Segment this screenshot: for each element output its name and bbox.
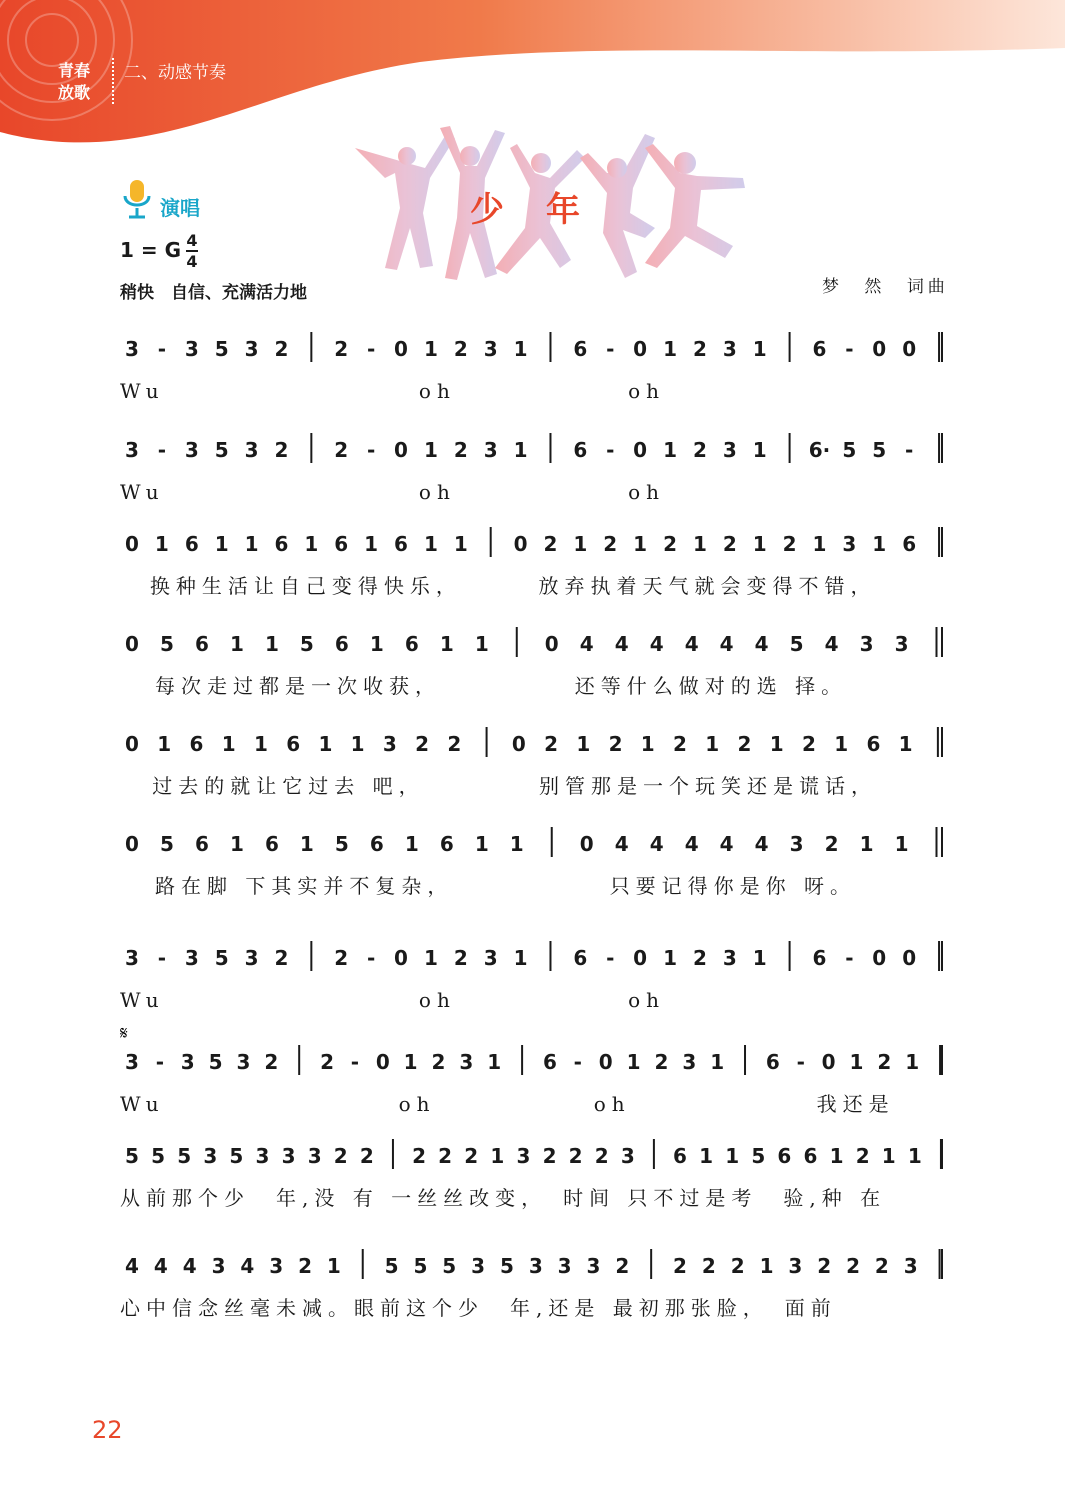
note: 0 — [394, 946, 408, 970]
note: 3 — [586, 1254, 601, 1278]
note: 1 — [244, 532, 259, 556]
note: 1 — [221, 732, 236, 756]
note: 6 — [812, 337, 827, 361]
note: 2 — [568, 1144, 583, 1168]
note: 2 — [264, 1050, 279, 1074]
note: 0 — [544, 632, 559, 656]
note: 0 — [125, 832, 139, 856]
note: 6 — [274, 532, 289, 556]
note: 6 — [334, 532, 349, 556]
note: 1 — [474, 832, 489, 856]
note: - — [366, 438, 376, 462]
note: 0 — [902, 946, 917, 970]
note: 1 — [157, 732, 172, 756]
note: 3 — [125, 337, 139, 361]
note: 5 — [751, 1144, 766, 1168]
note: 3 — [281, 1144, 296, 1168]
note: 2 — [438, 1144, 453, 1168]
note: 1 — [710, 1050, 725, 1074]
note: 1 — [663, 946, 677, 970]
note: 2 — [801, 732, 816, 756]
note: 2 — [782, 532, 797, 556]
note: 1 — [705, 732, 720, 756]
note: 3 — [184, 438, 199, 462]
note: - — [845, 946, 854, 970]
note: 3 — [255, 1144, 270, 1168]
note: 2 — [333, 1144, 348, 1168]
note: 3 — [789, 832, 804, 856]
note: 1 — [759, 1254, 774, 1278]
note: 1 — [663, 438, 677, 462]
note: 3 — [125, 946, 139, 970]
credit-0: 梦 — [822, 277, 843, 297]
note: 0 — [872, 946, 887, 970]
note: 3 — [382, 732, 397, 756]
lyric: 路在脚 下其实并不复杂， — [154, 874, 454, 898]
note: 0 — [633, 337, 648, 361]
note: - — [157, 946, 167, 970]
note: 3 — [903, 1254, 918, 1278]
note: 2 — [817, 1254, 832, 1278]
note: - — [366, 337, 376, 361]
note: 4 — [719, 832, 734, 856]
note: 5 — [499, 1254, 514, 1278]
note: 3 — [236, 1050, 251, 1074]
note: 0 — [125, 632, 139, 656]
credit-1: 然 — [864, 277, 886, 297]
note: 1 — [752, 438, 767, 462]
note: 1 — [364, 532, 379, 556]
note: 1 — [423, 532, 438, 556]
note: 2 — [730, 1254, 745, 1278]
segno-sign: 𝄋 — [120, 1023, 128, 1044]
note: - — [350, 1050, 360, 1074]
note: 3 — [203, 1144, 218, 1168]
note: 4 — [125, 1254, 139, 1278]
note: 0 — [598, 1050, 613, 1074]
note: 1 — [490, 1144, 505, 1168]
note: 3 — [557, 1254, 572, 1278]
note: 1 — [513, 337, 528, 361]
note: 1 — [439, 632, 454, 656]
note: 1 — [752, 946, 767, 970]
note: 1 — [894, 832, 909, 856]
note: 3 — [211, 1254, 226, 1278]
note: 1 — [576, 732, 591, 756]
note: 6 — [334, 632, 349, 656]
lyric: Wu — [120, 379, 165, 403]
note: 1 — [752, 532, 767, 556]
note: 6 — [803, 1144, 818, 1168]
lyric: oh — [418, 988, 456, 1012]
note: 3 — [516, 1144, 531, 1168]
note: 1 — [663, 337, 677, 361]
chapter-label: 二、动感节奏 — [124, 63, 226, 83]
note: 1 — [229, 632, 244, 656]
note: 2 — [453, 337, 468, 361]
note: 1 — [369, 632, 384, 656]
note: 3 — [842, 532, 857, 556]
note: 3 — [184, 946, 199, 970]
note: 1 — [812, 532, 827, 556]
note: 1 — [513, 946, 528, 970]
note: 5 — [229, 1144, 244, 1168]
note: 3 — [471, 1254, 486, 1278]
note: - — [606, 438, 615, 462]
series-label: 青春 放歌 — [58, 61, 91, 102]
note: 3 — [180, 1050, 195, 1074]
note: 6 — [264, 832, 279, 856]
lyric: 只要记得你是你 呀。 — [609, 874, 857, 898]
note: 2 — [274, 946, 289, 970]
note: 5 — [872, 438, 887, 462]
note: 1 — [453, 532, 468, 556]
note: 2 — [877, 1050, 892, 1074]
note: 1 — [423, 438, 438, 462]
note: 4 — [684, 632, 699, 656]
note: 2 — [692, 337, 707, 361]
note: 3 — [722, 337, 737, 361]
note: 1 — [881, 1144, 896, 1168]
note: 0 — [375, 1050, 390, 1074]
note: 4 — [614, 632, 629, 656]
note: 6 — [184, 532, 199, 556]
note: 1 — [692, 532, 707, 556]
note: 5 — [151, 1144, 166, 1168]
note: 2 — [544, 732, 559, 756]
note: 5 — [299, 632, 314, 656]
note: 3 — [682, 1050, 697, 1074]
note: - — [157, 337, 167, 361]
lyric: 我还是 — [816, 1092, 895, 1116]
lyric: oh — [593, 1092, 631, 1116]
note: 1 — [487, 1050, 502, 1074]
note: 5 — [334, 832, 349, 856]
note: 0 — [513, 532, 528, 556]
note: 6 — [194, 832, 209, 856]
note: 6 — [573, 438, 588, 462]
tempo-marking: 稍快 自信、充满活力地 — [120, 283, 307, 303]
note: 3 — [125, 1050, 139, 1074]
note: 3 — [459, 1050, 474, 1074]
note: 6· — [808, 438, 831, 462]
note: 2 — [673, 1254, 687, 1278]
note: 6 — [439, 832, 454, 856]
note: 2 — [447, 732, 462, 756]
note: 3 — [184, 337, 199, 361]
note: 2 — [846, 1254, 861, 1278]
note: 1 — [214, 532, 229, 556]
song-title: 少年 — [470, 190, 622, 230]
lyric: oh — [418, 379, 456, 403]
note: 2 — [692, 438, 707, 462]
note: 2 — [874, 1254, 889, 1278]
note: 3 — [788, 1254, 803, 1278]
note: 2 — [673, 732, 687, 756]
note: 1 — [229, 832, 244, 856]
note: 2 — [608, 732, 623, 756]
note: - — [796, 1050, 805, 1074]
note: 2 — [542, 1144, 557, 1168]
note: 6 — [189, 732, 204, 756]
note: 2 — [722, 532, 737, 556]
note: 3 — [722, 946, 737, 970]
note: 3 — [244, 946, 259, 970]
note: 1 — [403, 1050, 418, 1074]
lyric: Wu — [120, 480, 165, 504]
note: 4 — [754, 832, 769, 856]
note: 6 — [765, 1050, 780, 1074]
lyric: Wu — [120, 988, 165, 1012]
note: 1 — [253, 732, 268, 756]
lyric: oh — [628, 988, 666, 1012]
note: 1 — [404, 832, 419, 856]
note: 2 — [543, 532, 558, 556]
note: 3 — [894, 632, 909, 656]
note: 2 — [603, 532, 618, 556]
note: 6 — [812, 946, 827, 970]
note: 4 — [649, 632, 664, 656]
note: 1 — [907, 1144, 922, 1168]
note: 2 — [320, 1050, 335, 1074]
note: 2 — [594, 1144, 609, 1168]
note: 5 — [789, 632, 804, 656]
note: 1 — [769, 732, 784, 756]
note: 3 — [244, 337, 259, 361]
note: 1 — [350, 732, 365, 756]
note: 2 — [615, 1254, 630, 1278]
note: 0 — [633, 438, 648, 462]
note: 1 — [872, 532, 887, 556]
note: 1 — [154, 532, 169, 556]
note: 2 — [824, 832, 839, 856]
note: 2 — [453, 438, 468, 462]
note: 4 — [649, 832, 664, 856]
note: 6 — [394, 532, 408, 556]
lyric: 从前那个少 年,没 有 一丝丝改变， 时间 只不过是考 验,种 在 — [120, 1186, 887, 1210]
note: 6 — [543, 1050, 557, 1074]
note: 5 — [208, 1050, 223, 1074]
note: 1 — [264, 632, 279, 656]
note: 0 — [902, 337, 917, 361]
note: 2 — [737, 732, 752, 756]
note: 0 — [633, 946, 648, 970]
note: 5 — [160, 832, 174, 856]
lyric: 每次走过都是一次收获， — [154, 674, 441, 698]
note: 4 — [684, 832, 699, 856]
lyric: oh — [398, 1092, 436, 1116]
note: 3 — [483, 438, 498, 462]
note: 3 — [620, 1144, 635, 1168]
note: 2 — [692, 946, 707, 970]
note: 3 — [528, 1254, 543, 1278]
note: 1 — [859, 832, 874, 856]
note: 3 — [722, 438, 737, 462]
note: 0 — [821, 1050, 836, 1074]
note: 5 — [442, 1254, 457, 1278]
note: 1 — [725, 1144, 740, 1168]
note: - — [606, 337, 615, 361]
note: 5 — [214, 946, 229, 970]
note: 1 — [573, 532, 588, 556]
note: 3 — [483, 946, 498, 970]
lyric: 还等什么做对的选 择。 — [574, 674, 848, 698]
note: 1 — [898, 732, 913, 756]
note: 0 — [872, 337, 887, 361]
note: 2 — [412, 1144, 427, 1168]
note: 0 — [125, 532, 139, 556]
note: 2 — [431, 1050, 446, 1074]
note: 2 — [415, 732, 430, 756]
note: 4 — [719, 632, 734, 656]
note: 1 — [423, 946, 438, 970]
note: 1 — [304, 532, 319, 556]
note: 4 — [153, 1254, 168, 1278]
note: 1 — [905, 1050, 920, 1074]
note: 6 — [369, 832, 384, 856]
note: 0 — [125, 732, 139, 756]
note: - — [155, 1050, 165, 1074]
note: 3 — [269, 1254, 284, 1278]
note: 2 — [464, 1144, 479, 1168]
note: 2 — [453, 946, 468, 970]
note: 2 — [701, 1254, 716, 1278]
lyric: oh — [628, 379, 666, 403]
lyric: 过去的就让它过去 吧， — [152, 774, 425, 798]
note: - — [606, 946, 615, 970]
note: - — [573, 1050, 582, 1074]
note: 1 — [326, 1254, 341, 1278]
note: 0 — [394, 337, 408, 361]
lyric: Wu — [120, 1092, 165, 1116]
lyric: 换种生活让自己变得快乐， — [149, 574, 462, 598]
note: 4 — [614, 832, 629, 856]
note: - — [366, 946, 376, 970]
page-number: 22 — [92, 1416, 123, 1444]
lyric: oh — [628, 480, 666, 504]
note: 3 — [859, 632, 874, 656]
key-signature: 1 = G — [120, 238, 182, 262]
note: 1 — [626, 1050, 641, 1074]
note: - — [845, 337, 854, 361]
lyric: 放弃执着天气就会变得不错， — [538, 574, 877, 598]
note: 3 — [483, 337, 498, 361]
note: - — [157, 438, 167, 462]
note: 6 — [286, 732, 301, 756]
credit-2: 词曲 — [906, 277, 949, 297]
note: 1 — [423, 337, 438, 361]
note: 5 — [125, 1144, 139, 1168]
note: 6 — [573, 946, 588, 970]
note: 6 — [573, 337, 588, 361]
note: 4 — [182, 1254, 197, 1278]
note: 5 — [413, 1254, 428, 1278]
note: 6 — [902, 532, 917, 556]
note: 6 — [866, 732, 881, 756]
note: 5 — [214, 438, 229, 462]
note: 1 — [699, 1144, 714, 1168]
note: 2 — [663, 532, 677, 556]
note: 1 — [829, 1144, 844, 1168]
note: 1 — [834, 732, 849, 756]
note: 1 — [633, 532, 648, 556]
note: 2 — [855, 1144, 870, 1168]
note: 2 — [359, 1144, 374, 1168]
note: 6 — [404, 632, 419, 656]
note: 1 — [318, 732, 333, 756]
time-signature-bottom: 4 — [186, 252, 198, 271]
note: 5 — [384, 1254, 399, 1278]
note: 2 — [274, 337, 289, 361]
note: 3 — [125, 438, 139, 462]
note: 2 — [298, 1254, 313, 1278]
lyric: oh — [418, 480, 456, 504]
note: 2 — [654, 1050, 669, 1074]
note: 2 — [274, 438, 289, 462]
note: 5 — [214, 337, 229, 361]
lyric: 心中信念丝毫未减。眼前这个少 年,还是 最初那张脸， 面前 — [120, 1296, 837, 1320]
note: 6 — [194, 632, 209, 656]
note: 0 — [394, 438, 408, 462]
note: 2 — [334, 946, 349, 970]
note: 1 — [299, 832, 314, 856]
note: 6 — [673, 1144, 687, 1168]
note: 5 — [160, 632, 174, 656]
note: 1 — [474, 632, 489, 656]
lyric: 别管那是一个玩笑还是谎话， — [539, 774, 878, 798]
note: 0 — [511, 732, 526, 756]
note: 1 — [640, 732, 655, 756]
note: 2 — [334, 438, 349, 462]
note: 1 — [513, 438, 528, 462]
note: 1 — [752, 337, 767, 361]
note: - — [905, 438, 914, 462]
note: 5 — [842, 438, 857, 462]
note: 1 — [849, 1050, 864, 1074]
note: 4 — [754, 632, 769, 656]
note: 1 — [509, 832, 524, 856]
perform-label: 演唱 — [160, 196, 200, 220]
note: 4 — [824, 632, 839, 656]
note: 3 — [244, 438, 259, 462]
note: 0 — [579, 832, 594, 856]
note: 6 — [777, 1144, 792, 1168]
note: 2 — [334, 337, 349, 361]
note: 4 — [240, 1254, 255, 1278]
note: 4 — [579, 632, 594, 656]
time-signature-top: 4 — [186, 231, 198, 250]
note: 3 — [307, 1144, 322, 1168]
note: 5 — [177, 1144, 192, 1168]
